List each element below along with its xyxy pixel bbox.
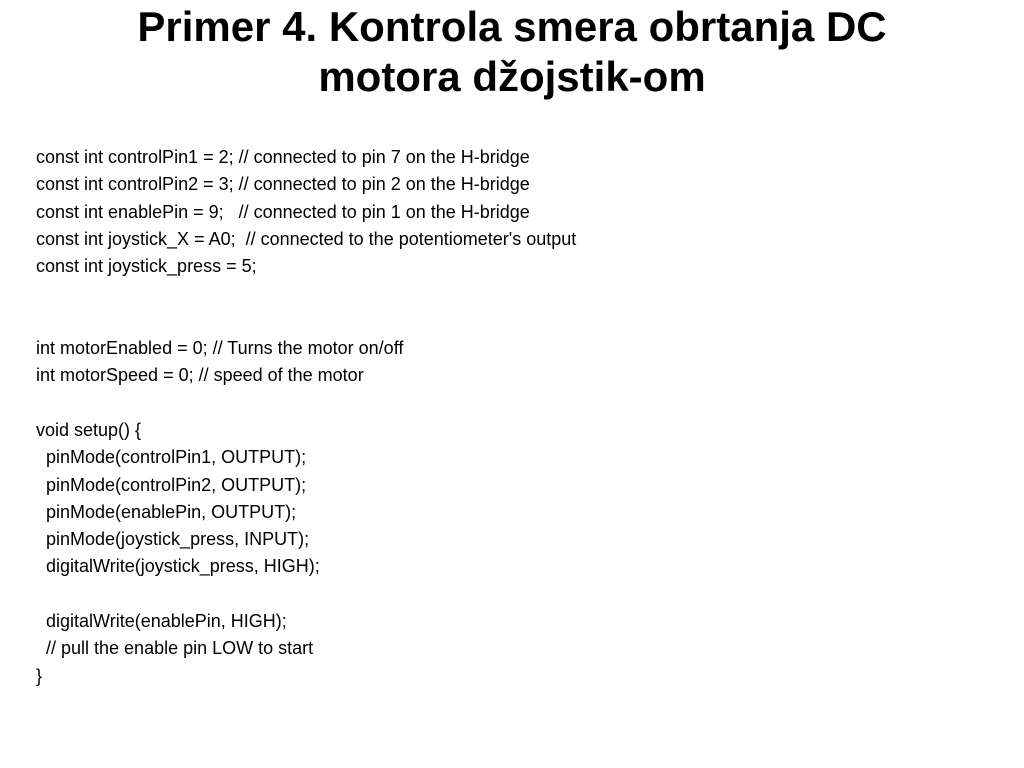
blank-line bbox=[36, 390, 986, 417]
code-line: pinMode(enablePin, OUTPUT); bbox=[36, 501, 297, 522]
code-line: pinMode(controlPin2, OUTPUT); bbox=[36, 474, 307, 495]
slide-title-line-1: Primer 4. Kontrola smera obrtanja DC bbox=[137, 3, 887, 50]
code-listing bbox=[36, 144, 986, 690]
blank-line bbox=[36, 280, 986, 307]
code-line: const int joystick_X = A0; // connected to the potentiometer's output bbox=[36, 228, 577, 249]
code-line: const int enablePin = 9; // connected to pin 1 on the H-bridge bbox=[36, 201, 530, 222]
slide-title bbox=[40, 2, 984, 102]
code-line: pinMode(controlPin1, OUTPUT); bbox=[36, 447, 307, 468]
slide-title-line-2: motora džojstik-om bbox=[318, 53, 706, 100]
code-line: int motorSpeed = 0; // speed of the motor bbox=[36, 365, 364, 386]
code-line: const int controlPin2 = 3; // connected to pin 2 on the H-bridge bbox=[36, 174, 530, 195]
code-line: // pull the enable pin LOW to start bbox=[36, 638, 314, 659]
code-line: void setup() { bbox=[36, 419, 142, 440]
code-line: const int controlPin1 = 2; // connected to pin 7 on the H-bridge bbox=[36, 147, 530, 167]
code-line: digitalWrite(joystick_press, HIGH); bbox=[36, 556, 320, 577]
blank-line bbox=[36, 581, 986, 608]
code-line: pinMode(joystick_press, INPUT); bbox=[36, 529, 310, 550]
code-line: } bbox=[36, 665, 43, 686]
code-line: int motorEnabled = 0; // Turns the motor on/off bbox=[36, 338, 404, 359]
blank-line bbox=[36, 308, 986, 335]
code-line: const int joystick_press = 5; bbox=[36, 256, 257, 277]
code-line: digitalWrite(enablePin, HIGH); bbox=[36, 611, 287, 632]
